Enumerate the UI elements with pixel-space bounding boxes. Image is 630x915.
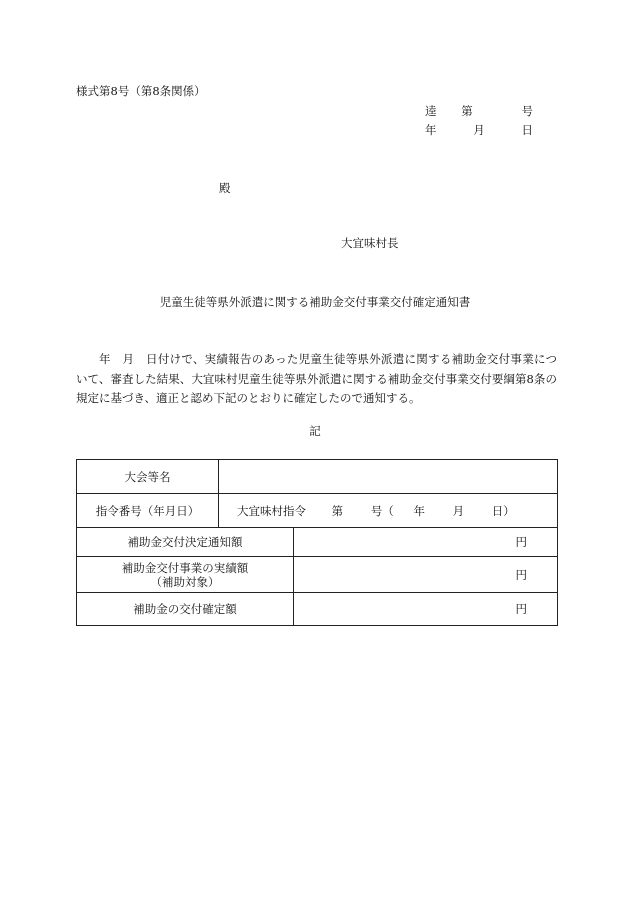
- order-nen: 年: [413, 503, 425, 518]
- event-name-value: [219, 460, 558, 494]
- details-table: [76, 459, 558, 626]
- document-number: [425, 106, 533, 118]
- issuer: 大宜味村長: [341, 236, 399, 250]
- document-date: [425, 125, 533, 137]
- document-title: 児童生徒等県外派遣に関する補助金交付事業交付確定通知書: [159, 295, 471, 309]
- table-row-actual: [77, 557, 558, 593]
- table-row-order: [77, 494, 558, 528]
- order-nichi: 日）: [491, 503, 515, 518]
- document-date-year: 年: [425, 123, 437, 137]
- table-row-confirmed: [77, 593, 558, 626]
- actual-amount-label-line-2: （補助対象）: [150, 574, 220, 589]
- actual-amount-label: [77, 557, 294, 593]
- note-mark: 記: [309, 424, 321, 438]
- order-number-label: 指令番号（年月日）: [77, 494, 219, 528]
- addressee: 殿: [219, 181, 231, 195]
- confirmed-amount-label: 補助金の交付確定額: [77, 593, 294, 626]
- document-number-dai: 第: [461, 104, 473, 118]
- form-number: 様式第8号（第8条関係）: [76, 84, 206, 98]
- actual-amount-label-line-1: 補助金交付事業の実績額: [121, 560, 249, 575]
- decision-amount-yen: 円: [294, 528, 558, 557]
- document-date-month: 月: [473, 123, 485, 137]
- table-row-decision: [77, 528, 558, 557]
- body-text: [76, 350, 557, 409]
- order-prefix: 大宜味村指令: [237, 503, 306, 518]
- document-number-gou: 号: [521, 104, 533, 118]
- event-name-label: 大会等名: [77, 460, 219, 494]
- table-row-event: [77, 460, 558, 494]
- order-number-value: [219, 494, 558, 528]
- actual-amount-yen: 円: [294, 557, 558, 593]
- decision-amount-label: 補助金交付決定通知額: [77, 528, 294, 557]
- order-gatsu: 月: [452, 503, 465, 518]
- body-paragraph: 年 月 日付けで、実績報告のあった児童生徒等県外派遣に関する補助金交付事業について、審査した結果、大宜味村児童生徒等県外派遣に関する補助金交付事業交付要綱第8条の規定に基づき、適正と認め下記のとおりに確定したので通知する。: [76, 352, 557, 405]
- document-date-day: 日: [521, 123, 533, 137]
- confirmed-amount-yen: 円: [294, 593, 558, 626]
- document-number-prefix: 逵: [425, 104, 437, 118]
- order-dai: 第: [331, 503, 344, 518]
- order-gou: 号（: [370, 503, 394, 518]
